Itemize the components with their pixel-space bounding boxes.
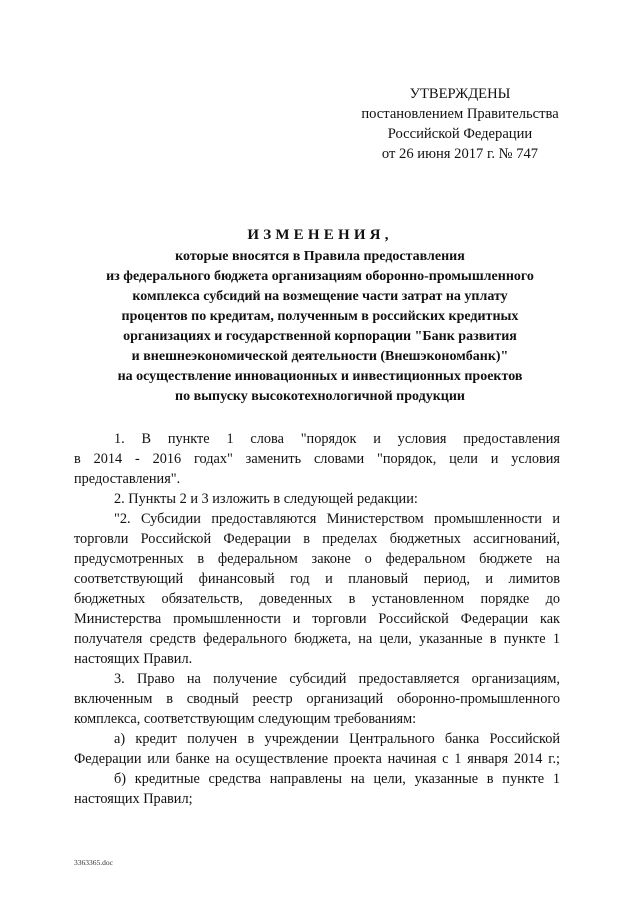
body-line: б) кредитные средства направлены на цели, указанные в пункте 1 [114,771,560,787]
body-line: 2. Пункты 2 и 3 изложить в следующей редакции: [114,491,418,507]
body-line: а) кредит получен в учреждении Центрального банка Российской [114,731,560,747]
body-line: Министерства промышленности и торговли Российской Федерации как [74,611,560,627]
approval-date-number: от 26 июня 2017 г. № 747 [381,146,539,162]
body-line: соответствующий финансовый год и плановый период, и лимитов [74,571,560,587]
subtitle-line: которые вносятся в Правила предоставления [175,249,465,264]
body-line: "2. Субсидии предоставляются Министерством промышленности и [114,511,560,527]
subtitle-line: комплекса субсидий на возмещение части затрат на уплату [132,289,508,304]
document-subtitle [60,247,580,407]
subtitle-line: процентов по кредитам, полученным в российских кредитных [121,309,519,324]
file-name-footer: 3363365.doc [74,858,113,867]
body-line: комплекса, соответствующим следующим требованиям: [74,711,417,727]
body-line: в 2014 - 2016 годах" заменить словами "порядок, цели и условия [74,451,560,467]
body-line: предоставления". [74,471,181,487]
document-title: ИЗМЕНЕНИЯ, [247,227,393,243]
body-line: Федерации или банке на осуществление проекта начиная с 1 января 2014 г.; [74,751,560,767]
body-line: получателя средств федерального бюджета, на цели, указанные в пункте 1 [74,631,560,647]
body-line: торговли Российской Федерации в пределах бюджетных ассигнований, [74,531,560,547]
subtitle-line: и внешнеэкономической деятельности (Внешэкономбанк)" [131,349,509,364]
subtitle-line: организациях и государственной корпорации "Банк развития [123,329,517,344]
body-line: настоящих Правил; [74,791,193,807]
approval-decree: постановлением Правительства [361,106,559,122]
body-line: настоящих Правил. [74,651,193,667]
approval-government: Российской Федерации [387,126,533,142]
body-line: 3. Право на получение субсидий предоставляется организациям, [114,671,560,687]
approval-heading: УТВЕРЖДЕНЫ [409,86,511,102]
document-body [74,429,560,809]
approval-block [330,84,590,164]
subtitle-line: на осуществление инновационных и инвестиционных проектов [117,369,523,384]
subtitle-line: по выпуску высокотехнологичной продукции [175,389,465,404]
subtitle-line: из федерального бюджета организациям оборонно-промышленного [106,269,534,284]
body-line: включенным в сводный реестр организаций оборонно-промышленного [74,691,560,707]
body-line: 1. В пункте 1 слова "порядок и условия предоставления [114,431,560,447]
body-line: бюджетных обязательств, доведенных в установленном порядке до [74,591,560,607]
body-line: предусмотренных в федеральном законе о федеральном бюджете на [74,551,560,567]
